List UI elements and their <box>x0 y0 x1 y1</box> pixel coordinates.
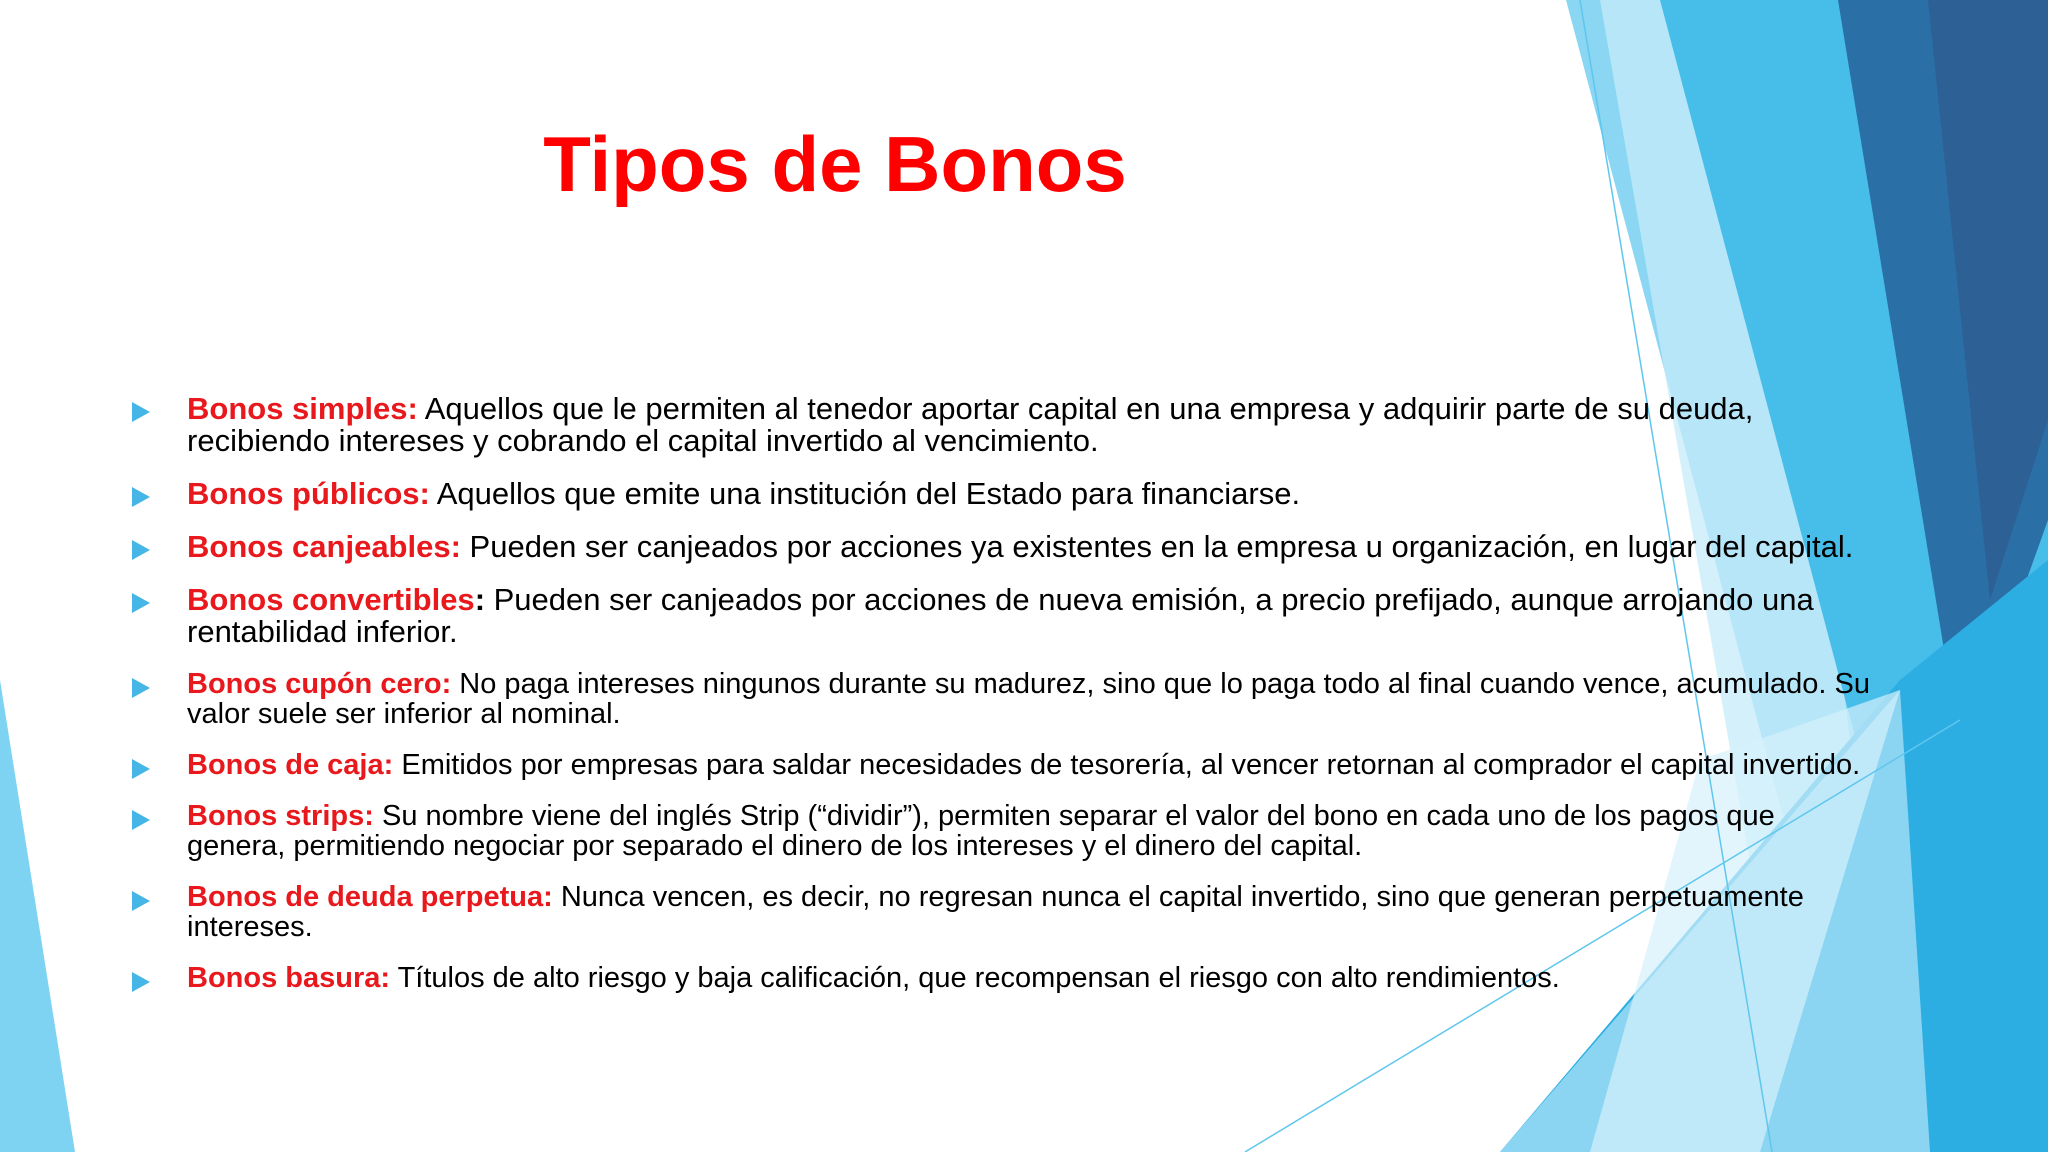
right-triangle-arrow-icon <box>132 540 150 560</box>
left-edge-accent <box>0 680 75 1152</box>
term-separator: : <box>383 749 394 781</box>
list-item <box>132 963 1872 993</box>
bond-description: Títulos de alto riesgo y baja calificación, que recompensan el riesgo con alto rendimientos. <box>390 962 1560 994</box>
bond-description: Pueden ser canjeados por acciones ya existentes en la empresa u organización, en lugar del capital. <box>460 529 1854 564</box>
list-item <box>132 669 1872 729</box>
right-triangle-arrow-icon <box>132 810 150 830</box>
bond-types-list <box>132 393 1872 993</box>
slide-title: Tipos de Bonos <box>543 120 1127 208</box>
bond-term: Bonos cupón cero <box>187 668 442 700</box>
bond-description: Pueden ser canjeados por acciones de nueva emisión, a precio prefijado, aunque arrojando una rentabilidad inferior. <box>187 582 1814 649</box>
term-separator: : <box>380 962 391 994</box>
list-item <box>132 801 1872 861</box>
bond-description: Emitidos por empresas para saldar necesidades de tesorería, al vencer retornan al comprador el capital invertido. <box>393 749 1861 781</box>
bond-description: Nunca vencen, es decir, no regresan nunca el capital invertido, sino que generan perpetuamente intereses. <box>187 881 1804 943</box>
right-triangle-arrow-icon <box>132 891 150 911</box>
term-separator: : <box>419 476 430 511</box>
term-separator: : <box>543 881 553 913</box>
bond-term: Bonos basura <box>187 962 381 994</box>
term-separator: : <box>407 391 418 426</box>
right-triangle-arrow-icon <box>132 402 150 422</box>
bond-term: Bonos canjeables <box>187 529 451 564</box>
bond-description: Su nombre viene del inglés Strip (“dividir”), permiten separar el valor del bono en cada uno de los pagos que genera, permitiendo negociar por separado el dinero de los intereses y el dinero del capital. <box>187 800 1775 862</box>
list-item <box>132 882 1872 942</box>
bond-term: Bonos simples <box>187 391 408 426</box>
bond-description: Aquellos que le permiten al tenedor aportar capital en una empresa y adquirir parte de su deuda, recibiendo intereses y cobrando el capital invertido al vencimiento. <box>187 391 1754 458</box>
right-triangle-arrow-icon <box>132 487 150 507</box>
bond-description: No paga intereses ningunos durante su madurez, sino que lo paga todo al final cuando vence, acumulado. Su valor suele ser inferior al nominal. <box>187 668 1870 730</box>
term-separator: : <box>450 529 461 564</box>
right-triangle-arrow-icon <box>132 972 150 992</box>
list-item <box>132 584 1872 648</box>
bond-description: Aquellos que emite una institución del Estado para financiarse. <box>429 476 1301 511</box>
list-item <box>132 531 1872 563</box>
right-triangle-arrow-icon <box>132 593 150 613</box>
list-item <box>132 750 1872 780</box>
bond-term: Bonos convertibles <box>187 582 475 617</box>
term-separator: : <box>441 668 452 700</box>
bond-term: Bonos de caja <box>187 749 384 781</box>
right-triangle-arrow-icon <box>132 678 150 698</box>
list-item <box>132 478 1872 510</box>
bond-term: Bonos strips <box>187 800 365 832</box>
term-separator: : <box>474 582 486 617</box>
bond-term: Bonos de deuda perpetua <box>187 881 544 913</box>
bond-term: Bonos públicos <box>187 476 420 511</box>
list-item <box>132 393 1872 457</box>
right-triangle-arrow-icon <box>132 759 150 779</box>
term-separator: : <box>364 800 374 832</box>
